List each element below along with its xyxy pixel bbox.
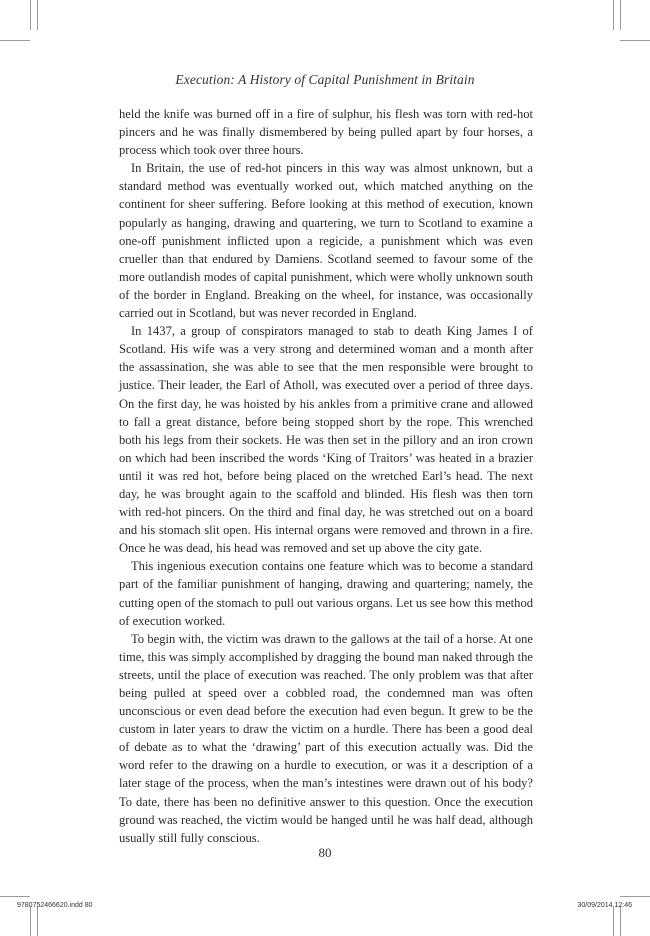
- crop-mark-right-top: [620, 40, 650, 41]
- slug-file: 9780752466620.indd 80: [17, 902, 93, 909]
- crop-mark-left-top: [0, 40, 30, 41]
- body-text: [119, 105, 533, 847]
- crop-mark-top-left: [30, 0, 31, 30]
- paragraph-5: To begin with, the victim was drawn to the gallows at the tail of a horse. At one time, this was simply accomplished by dragging the bound man naked through the streets, until the place of execution was reached. The only problem was that after being pulled at speed over a cobbled road, the condemned man was often unconscious or even dead before the execution had even begun. It grew to be the custom in later years to draw the victim on a hurdle. There has been a good deal of debate as to what the ‘drawing’ part of this execution actually was. Did the word refer to the drawing on a hurdle to execution, or was it a description of a later stage of the process, when the man’s intestines were drawn out of his body? To date, there has been no definitive answer to this question. Once the execution ground was reached, the victim would be hanged until he was half dead, although usually still fully conscious.: [119, 631, 533, 845]
- crop-mark-bottom-right: [620, 906, 621, 936]
- paragraph-3: In 1437, a group of conspirators managed to stab to death King James I of Scotland. His wife was a very strong and determined woman and a month after the assassination, she was able to see that the men responsible were brought to justice. Their leader, the Earl of Atholl, was executed over a period of three days. On the first day, he was hoisted by his ankles from a primitive crane and allowed to fall a great distance, before being stopped short by the rope. This wrenched both his legs from their sockets. He was then set in the pillory and an iron crown on which had been inscribed the words ‘King of Traitors’ was heated in a brazier until it was red hot, before being placed on the wretched Earl’s head. The next day, he was brought again to the scaffold and blinded. His flesh was then torn with red-hot pincers. On the third and final day, he was stretched out on a board and his stomach slit open. His internal organs were removed and thrown in a fire. Once he was dead, his head was removed and set up above the city gate.: [119, 324, 533, 556]
- crop-mark-right-bottom: [620, 896, 650, 897]
- page-number: 80: [318, 845, 332, 860]
- paragraph-4: This ingenious execution contains one feature which was to become a standard part of the familiar punishment of hanging, drawing and quartering; namely, the cutting open of the stomach to pull out various organs. Let us see how this method of execution worked.: [119, 559, 533, 628]
- crop-mark-top-right: [620, 0, 621, 30]
- crop-mark-bottom-left: [30, 906, 31, 936]
- paragraph-2: In Britain, the use of red-hot pincers in this way was almost unknown, but a standard method was eventually worked out, which matched anything on the continent for sheer suffering. Before looking at this method of execution, known popularly as hanging, drawing and quartering, we turn to Scotland to examine a one-off punishment inflicted upon a regicide, a punishment which was even crueller than that endured by Damiens. Scotland seemed to favour some of the more outlandish modes of capital punishment, which were wholly unknown south of the border in England. Breaking on the wheel, for instance, was occasionally carried out in Scotland, but was never recorded in England.: [119, 161, 533, 321]
- crop-mark-top-right-inner: [613, 0, 614, 30]
- running-head: Execution: A History of Capital Punishment in Britain: [175, 72, 475, 87]
- crop-mark-top-left-inner: [37, 0, 38, 30]
- slug-datetime: 30/09/2014 12:46: [577, 902, 632, 909]
- paragraph-1: held the knife was burned off in a fire of sulphur, his flesh was torn with red-hot pincers and he was finally dismembered by being pulled apart by four horses, a process which took over three hours.: [119, 107, 533, 158]
- crop-mark-left-bottom: [0, 896, 30, 897]
- crop-mark-bottom-left-inner: [37, 906, 38, 936]
- crop-mark-bottom-right-inner: [613, 906, 614, 936]
